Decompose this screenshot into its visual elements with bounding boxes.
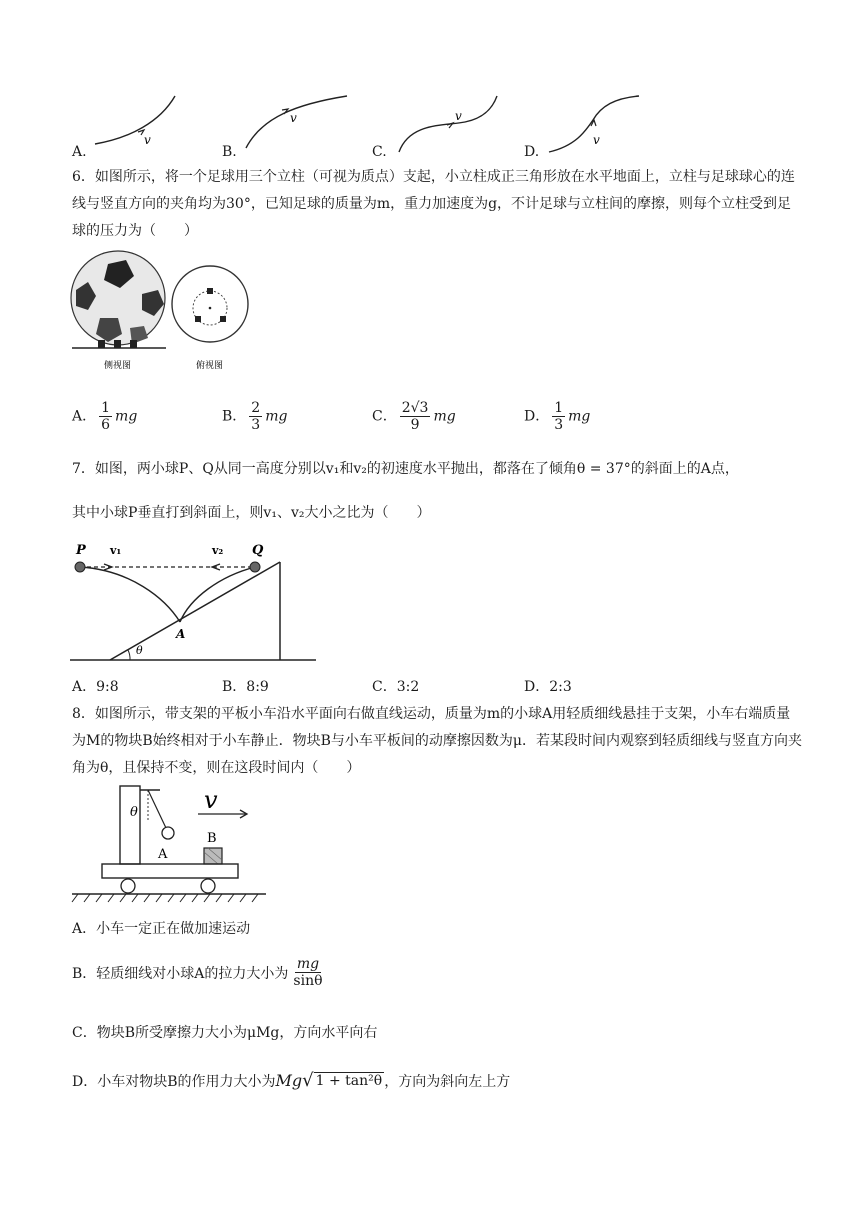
svg-text:θ: θ (130, 805, 138, 820)
q6-option-a[interactable]: A． $\frac{1}{6}$ mg (72, 400, 138, 433)
svg-text:P: P (76, 543, 86, 558)
q7-option-b[interactable]: B．8:9 (222, 679, 269, 695)
svg-text:v: v (455, 109, 462, 123)
q5-figure-d (545, 92, 645, 156)
q7-option-a[interactable]: A．9:8 (72, 679, 119, 695)
q5-option-c[interactable]: C. (372, 144, 387, 160)
svg-text:v: v (290, 111, 297, 125)
q5-figure-a (90, 92, 185, 152)
svg-text:v₁: v₁ (110, 544, 122, 557)
q5-figure-b (242, 92, 352, 152)
q6-option-c[interactable]: C． $\frac{2√3}{9}$ mg (372, 400, 456, 433)
q7-question-line2: 其中小球P垂直打到斜面上，则v₁、v₂大小之比为（ ） (72, 505, 431, 521)
q8-option-a[interactable]: A．小车一定正在做加速运动 (72, 921, 251, 937)
svg-text:A: A (176, 627, 186, 641)
q6-option-b[interactable]: B． $\frac{2}{3}$ mg (222, 400, 288, 433)
q5-option-d[interactable]: D. (524, 144, 540, 160)
svg-text:B: B (207, 831, 217, 846)
q6-question-text: 6．如图所示，将一个足球用三个立柱（可视为质点）支起，小立柱成正三角形放在水平地面上，立柱与足球球心的连线与竖直方向的夹角均为30°，已知足球的质量为m，重力加速度为g，不计足球与立柱间的摩擦，则每个立柱受到足球的压力为（ ） (72, 169, 795, 239)
q8-question-text: 8．如图所示，带支架的平板小车沿水平面向右做直线运动，质量为m的小球A用轻质细线悬挂于支架，小车右端质量为M的物块B始终相对于小车静止．物块B与小车平板间的动摩擦因数为μ．若某段时间内观察到轻质细线与竖直方向夹角为θ，且保持不变，则在这段时间内（ ） (72, 706, 803, 776)
svg-text:Q: Q (252, 543, 264, 558)
q5-option-b[interactable]: B. (222, 144, 237, 160)
svg-text:俯视图: 俯视图 (196, 361, 224, 371)
q5-option-a[interactable]: A. (72, 144, 87, 160)
svg-text:A: A (158, 847, 168, 862)
q8-option-d[interactable]: D．小车对物块B的作用力大小为 Mg √ 1 + tan²θ ，方向为斜向左上方 (72, 1070, 511, 1091)
q8-cart-figure (70, 780, 270, 906)
q7-option-c[interactable]: C．3:2 (372, 679, 420, 695)
svg-text:v: v (593, 133, 600, 147)
svg-text:侧视图: 侧视图 (104, 361, 132, 371)
soccer-ball-icon (71, 251, 165, 345)
svg-text:v: v (204, 786, 218, 814)
svg-text:θ: θ (136, 644, 143, 657)
q8-option-c[interactable]: C．物块B所受摩擦力大小为μMg，方向水平向右 (72, 1025, 378, 1041)
svg-text:v₂: v₂ (212, 544, 224, 557)
q7-question-line1: 7．如图，两小球P、Q从同一高度分别以v₁和v₂的初速度水平抛出，都落在了倾角θ = 37°的斜面上的A点， (72, 461, 739, 477)
svg-text:v: v (144, 133, 151, 147)
q8-option-b[interactable]: B．轻质细线对小球A的拉力大小为 $\frac{mg}{\sin\theta}$ (72, 956, 323, 989)
q6-soccer-figure (70, 246, 250, 374)
q5-figure-c (395, 92, 505, 156)
q7-projectile-figure (70, 538, 320, 666)
q7-option-d[interactable]: D．2:3 (524, 679, 572, 695)
q6-option-d[interactable]: D． $\frac{1}{3}$ mg (524, 400, 591, 433)
